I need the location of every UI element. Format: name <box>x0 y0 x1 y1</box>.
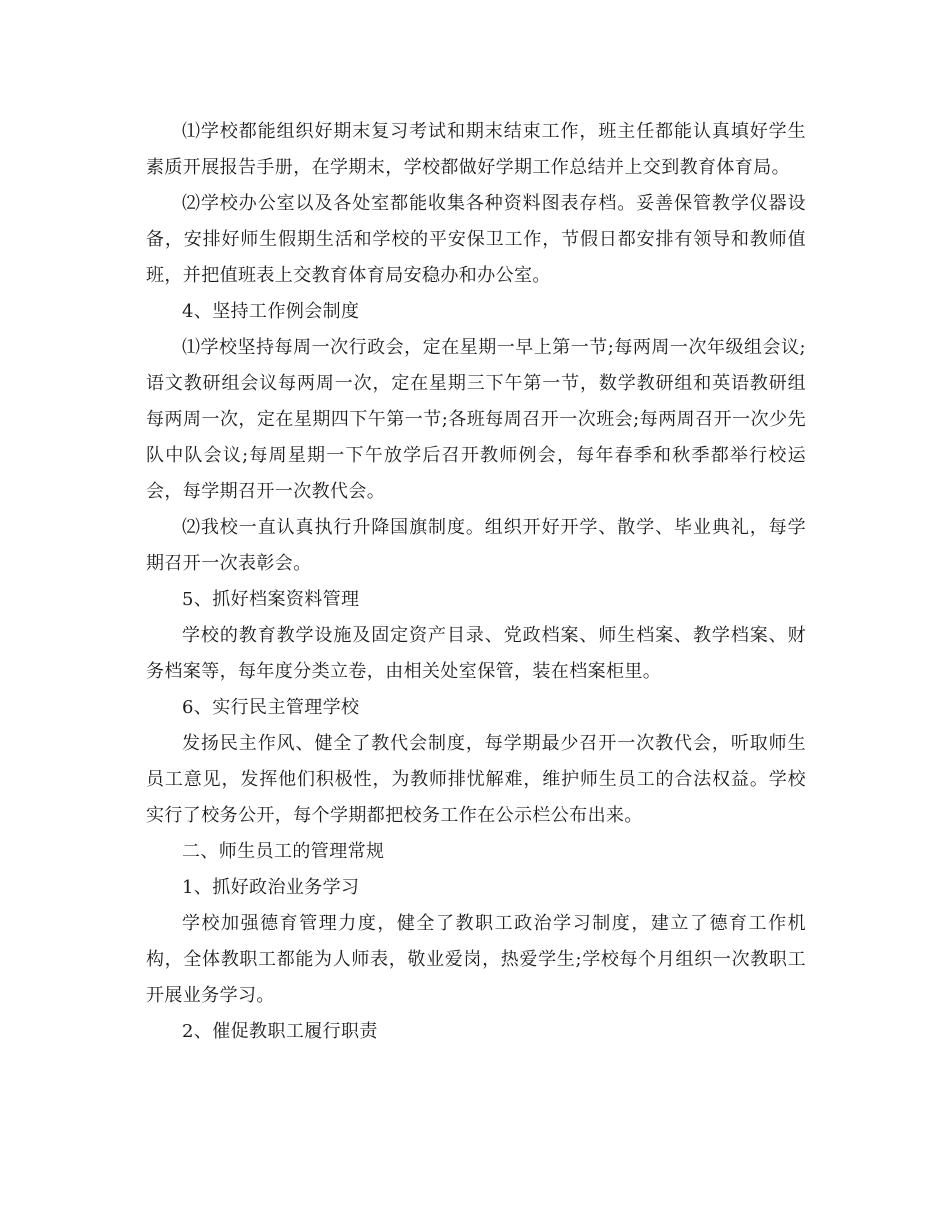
paragraph-meeting-schedule: ⑴学校坚持每周一次行政会，定在星期一早上第一节;每两周一次年级组会议;语文教研组会议每两周一次，定在星期三下午第一节，数学教研组和英语教研组每两周一次，定在星期四下午第一节;各班每周召开一次班会;每两周召开一次少先队中队会议;每周星期一下午放学后召开教师例会，每年春季和秋季都举行校运会，每学期召开一次教代会。 <box>146 337 806 502</box>
heading-political-study: 1、抓好政治业务学习 <box>182 877 360 898</box>
heading-duty-performance: 2、催促教职工履行职责 <box>182 1021 378 1042</box>
paragraph-political-study: 学校加强德育管理力度，健全了教职工政治学习制度，建立了德育工作机构，全体教职工都能为人师表，敬业爱岗，热爱学生;学校每个月组织一次教职工开展业务学习。 <box>146 913 806 1006</box>
heading-democratic-management: 6、实行民主管理学校 <box>182 697 360 718</box>
paragraph-democratic-management: 发扬民主作风、健全了教代会制度，每学期最少召开一次教代会，听取师生员工意见，发挥他们积极性，为教师排忧解难，维护师生员工的合法权益。学校实行了校务公开，每个学期都把校务工作在公示栏公布出来。 <box>146 733 806 826</box>
paragraph-archive-management: 学校的教育教学设施及固定资产目录、党政档案、师生档案、教学档案、财务档案等，每年度分类立卷，由相关处室保管，装在档案柜里。 <box>146 625 806 682</box>
heading-regular-meetings: 4、坚持工作例会制度 <box>182 301 360 322</box>
heading-archive-management: 5、抓好档案资料管理 <box>182 589 360 610</box>
paragraph-archiving-and-safety: ⑵学校办公室以及各处室都能收集各种资料图表存档。妥善保管教学仪器设备，安排好师生假期生活和学校的平安保卫工作，节假日都安排有领导和教师值班，并把值班表上交教育体育局安稳办和办公室。 <box>146 193 806 286</box>
document-body <box>146 114 806 1050</box>
paragraph-flag-ceremony: ⑵我校一直认真执行升降国旗制度。组织开好开学、散学、毕业典礼，每学期召开一次表彰会。 <box>146 517 806 574</box>
heading-staff-management: 二、师生员工的管理常规 <box>182 841 385 862</box>
paragraph-end-of-term-work: ⑴学校都能组织好期末复习考试和期末结束工作，班主任都能认真填好学生素质开展报告手册，在学期末，学校都做好学期工作总结并上交到教育体育局。 <box>146 121 806 178</box>
